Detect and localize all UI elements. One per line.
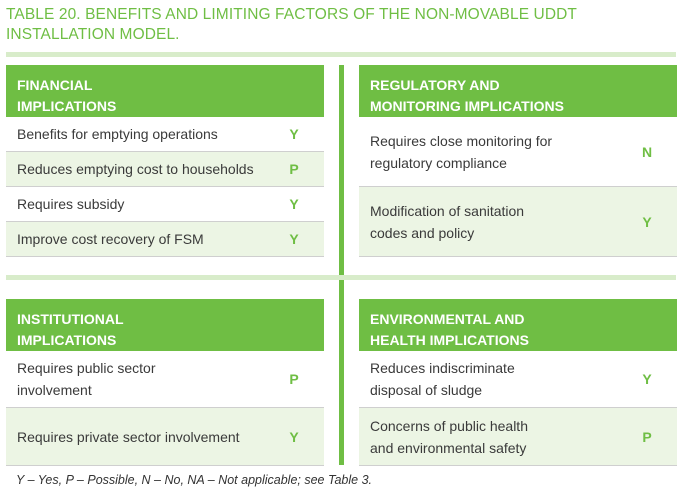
table-row bbox=[359, 351, 677, 408]
row-label-line-1: Requires public sector bbox=[17, 360, 156, 376]
row-label bbox=[359, 200, 617, 244]
row-label bbox=[359, 130, 617, 174]
section-heading bbox=[6, 65, 324, 117]
table-row bbox=[359, 187, 677, 257]
row-label-line-1: Requires close monitoring for bbox=[370, 132, 553, 149]
section-heading bbox=[359, 299, 677, 351]
table-row bbox=[6, 152, 324, 187]
table-row bbox=[359, 408, 677, 466]
table-title-line-2: INSTALLATION MODEL. bbox=[6, 26, 180, 43]
row-label bbox=[359, 357, 617, 401]
row-value: Y bbox=[289, 196, 299, 212]
section-institutional-implications bbox=[6, 299, 324, 466]
row-label: Requires private sector involvement bbox=[17, 428, 240, 445]
table-row bbox=[6, 117, 324, 152]
table-row bbox=[6, 351, 324, 408]
title-rule bbox=[6, 52, 676, 57]
section-heading-line-1: INSTITUTIONAL bbox=[17, 311, 124, 327]
row-label: Improve cost recovery of FSM bbox=[17, 231, 204, 247]
section-financial-implications bbox=[6, 65, 324, 257]
table-row bbox=[6, 408, 324, 466]
row-label: Benefits for emptying operations bbox=[17, 126, 218, 142]
row-value: Y bbox=[642, 213, 652, 230]
row-label-line-2: disposal of sludge bbox=[370, 382, 483, 398]
row-label bbox=[6, 357, 264, 401]
row-value: P bbox=[642, 428, 652, 445]
section-heading-line-1: REGULATORY AND bbox=[370, 77, 500, 93]
section-heading-line-1: FINANCIAL bbox=[17, 77, 93, 93]
section-heading-line-1: ENVIRONMENTAL AND bbox=[370, 311, 525, 327]
table-row bbox=[6, 187, 324, 222]
row-value: Y bbox=[642, 371, 652, 387]
table-row bbox=[6, 222, 324, 257]
section-heading bbox=[359, 65, 677, 117]
table-title bbox=[6, 5, 676, 45]
row-value: N bbox=[641, 143, 653, 160]
section-regulatory-monitoring-implications bbox=[359, 65, 677, 257]
vertical-divider bbox=[339, 65, 344, 465]
section-heading-line-2: IMPLICATIONS bbox=[17, 98, 117, 114]
row-value: Y bbox=[289, 231, 299, 247]
row-label-line-2: and environmental safety bbox=[370, 439, 527, 456]
row-label: Reduces emptying cost to households bbox=[17, 161, 254, 177]
section-heading bbox=[6, 299, 324, 351]
row-value: Y bbox=[289, 428, 299, 445]
horizontal-divider bbox=[6, 275, 676, 280]
section-heading-line-2: IMPLICATIONS bbox=[17, 332, 117, 348]
row-value: P bbox=[289, 161, 299, 177]
row-label-line-1: Reduces indiscriminate bbox=[370, 360, 515, 376]
row-label: Requires subsidy bbox=[17, 196, 125, 212]
table-row bbox=[359, 117, 677, 187]
row-label-line-2: regulatory compliance bbox=[370, 154, 507, 171]
table-title-line-1: TABLE 20. BENEFITS AND LIMITING FACTORS OF THE NON-MOVABLE UDDT bbox=[6, 6, 577, 23]
row-label bbox=[359, 415, 617, 459]
section-heading-line-2: HEALTH IMPLICATIONS bbox=[370, 332, 529, 348]
row-label-line-1: Modification of sanitation bbox=[370, 202, 525, 219]
row-label-line-1: Concerns of public health bbox=[370, 417, 528, 434]
row-label-line-2: involvement bbox=[17, 382, 92, 398]
table-footnote: Y – Yes, P – Possible, N – No, NA – Not applicable; see Table 3. bbox=[16, 473, 372, 487]
section-environmental-health-implications bbox=[359, 299, 677, 466]
row-value: Y bbox=[289, 126, 299, 142]
row-value: P bbox=[289, 371, 299, 387]
row-label-line-2: codes and policy bbox=[370, 224, 475, 241]
section-heading-line-2: MONITORING IMPLICATIONS bbox=[370, 98, 564, 114]
